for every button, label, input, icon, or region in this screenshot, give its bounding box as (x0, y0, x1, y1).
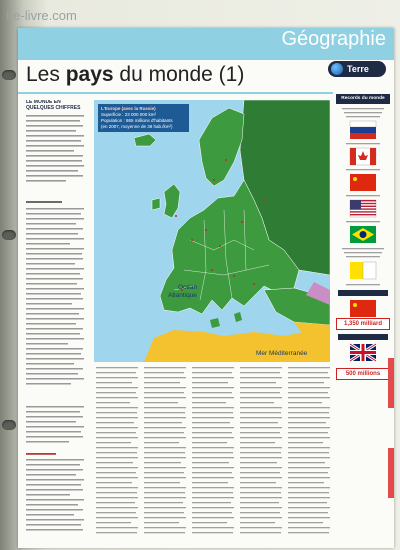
info-density: (en 2007, moyenne de 38 hab./km²) (101, 124, 173, 129)
binder-rings (0, 0, 18, 550)
left-text-column (26, 100, 86, 540)
china-flag (350, 174, 376, 191)
left-heading: LE MONDE EN QUELQUES CHIFFRES (26, 100, 81, 111)
category-label: Terre (347, 64, 369, 74)
section-header (18, 28, 394, 60)
label-atlantique: Atlantique (168, 292, 197, 299)
record-box-english (336, 368, 390, 380)
europe-map (94, 100, 330, 362)
category-badge (328, 61, 386, 77)
page-title (26, 63, 244, 87)
title-bold: pays (65, 63, 114, 86)
records-sidebar (336, 94, 390, 544)
binder-hole (2, 230, 16, 240)
info-superficie: Superficie : 23 000 000 km² (101, 112, 157, 117)
globe-icon (331, 63, 343, 75)
info-title: L'Europe (avec la Russie) (101, 106, 156, 111)
section-title: Géographie (281, 28, 386, 50)
title-suffix: du monde (1) (113, 63, 245, 86)
edge-tab (388, 358, 394, 408)
record-box-china (336, 318, 390, 330)
uk-flag (350, 344, 376, 361)
left-text-lines (26, 111, 86, 540)
vatican-flag (350, 262, 376, 279)
records-heading: Records du monde (336, 94, 390, 104)
binder-hole (2, 70, 16, 80)
english-speakers: 500 millions (345, 371, 381, 377)
info-population: Population : 865 millions d'habitants (101, 118, 173, 123)
edge-tab (388, 448, 394, 498)
ireland-region (152, 198, 160, 210)
brazil-flag (350, 226, 376, 243)
binder-hole (2, 420, 16, 430)
russia-flag (350, 121, 376, 139)
canada-flag (350, 148, 376, 165)
watermark: Le-livre.com (6, 8, 77, 23)
document-page (18, 28, 394, 548)
title-divider (18, 92, 333, 94)
usa-flag (350, 200, 376, 217)
north-africa (144, 330, 330, 362)
country-list-lines (94, 364, 330, 542)
map-info-box (98, 104, 189, 132)
label-mediterranee: Mer Méditerranée (256, 350, 308, 357)
title-prefix: Les (26, 63, 66, 86)
china-flag-2 (350, 300, 376, 317)
country-list-columns (94, 364, 330, 542)
china-population: 1,350 milliard (343, 321, 383, 327)
label-ocean: Océan (178, 284, 198, 291)
